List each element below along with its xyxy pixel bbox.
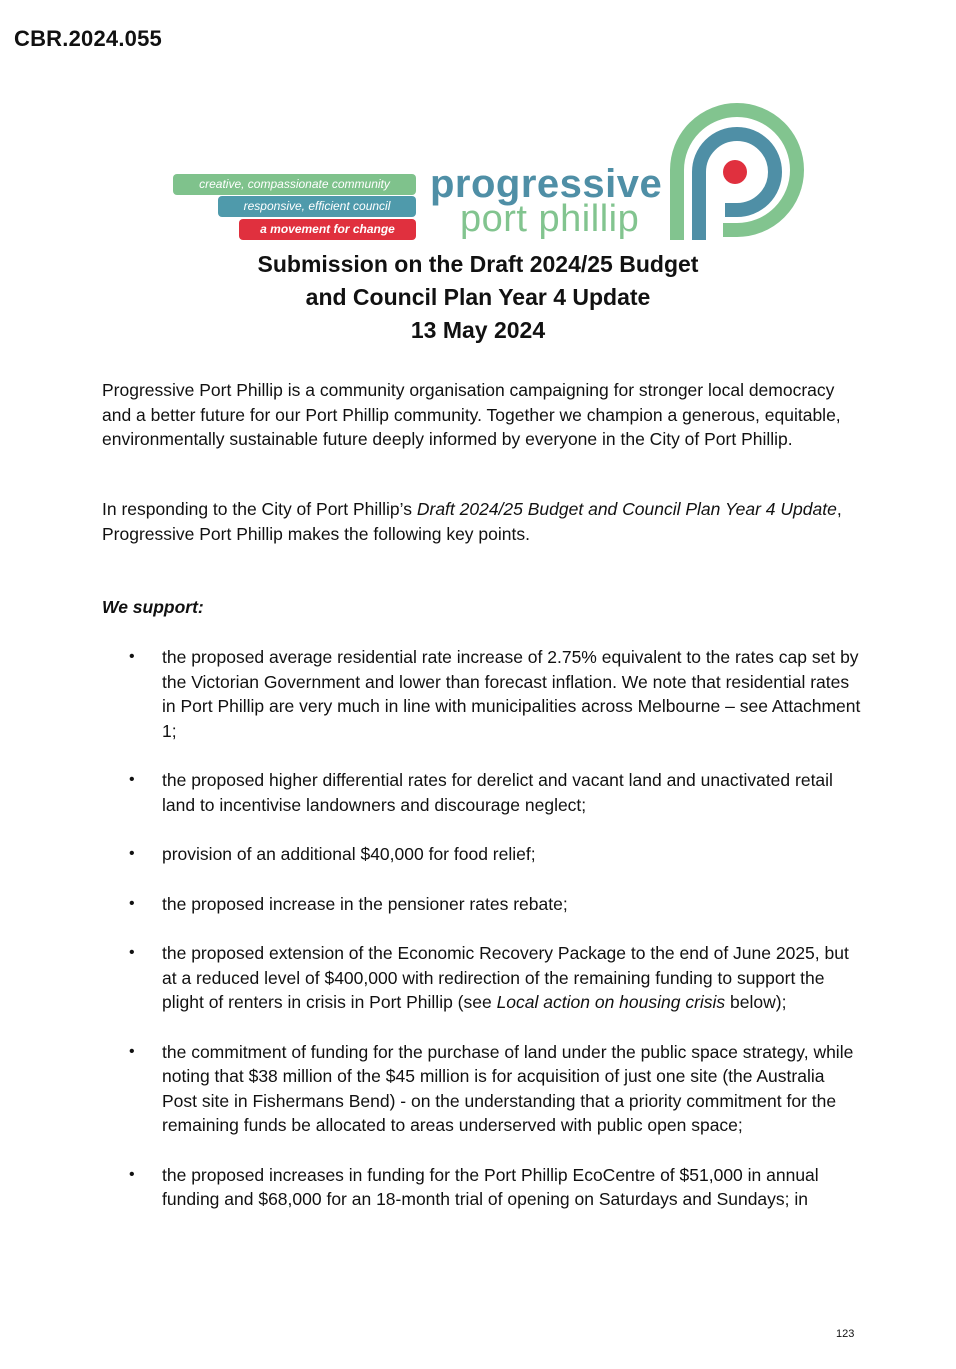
bullet-icon: • xyxy=(129,771,135,788)
bullet-icon: • xyxy=(129,845,135,862)
response-text-b: , Progressive Port Phillip makes the following key points. xyxy=(102,499,842,544)
support-heading: We support: xyxy=(102,597,204,617)
bullet-icon: • xyxy=(129,1165,135,1183)
logo-tagline-1: creative, compassionate community xyxy=(173,174,416,195)
document-title xyxy=(0,248,956,347)
list-item-text: the proposed increase in the pensioner rates rebate; xyxy=(162,893,568,914)
response-text-a: In responding to the City of Port Phillip’s xyxy=(102,499,417,519)
bullet-icon: • xyxy=(129,944,135,961)
logo-p-mark-icon xyxy=(665,100,815,245)
progressive-port-phillip-logo xyxy=(170,100,815,245)
bullet-icon: • xyxy=(129,1042,135,1060)
list-item-text: provision of an additional $40,000 for food relief; xyxy=(162,844,536,864)
response-paragraph xyxy=(102,497,862,546)
page-number: 123 xyxy=(836,1328,855,1340)
support-list xyxy=(102,645,862,1237)
list-item xyxy=(102,941,862,1015)
list-item-text: the proposed increases in funding for the Port Phillip EcoCentre of $51,000 in annual funding and $68,000 for an 18-month trial of opening on Saturdays and Sundays; in xyxy=(162,1164,819,1209)
intro-paragraph: Progressive Port Phillip is a community organisation campaigning for stronger local democracy and a better future for our Port Phillip community. Together we champion a generous, equitable, environmentally sustainable future deeply informed by everyone in the City of Port Phillip. xyxy=(102,380,841,449)
list-item xyxy=(102,768,862,817)
bullet-icon: • xyxy=(129,894,135,912)
list-item-text: the proposed higher differential rates for derelict and vacant land and unactivated retail land to incentivise landowners and discourage neglect; xyxy=(162,770,833,815)
title-line-2: and Council Plan Year 4 Update xyxy=(305,284,651,310)
list-item-text: the proposed average residential rate increase of 2.75% equivalent to the rates cap set by the Victorian Government and lower than forecast inflation. We note that residential rates in Port Phillip are very much in line with municipalities across Melbourne – see Attachment 1; xyxy=(162,647,861,741)
title-line-1: Submission on the Draft 2024/25 Budget xyxy=(257,251,699,277)
document-reference: CBR.2024.055 xyxy=(14,26,162,51)
logo-word-port-phillip: port phillip xyxy=(460,198,640,240)
logo-tagline-3: a movement for change xyxy=(239,219,416,240)
list-item xyxy=(102,1163,862,1212)
list-item xyxy=(102,1040,862,1138)
title-date: 13 May 2024 xyxy=(410,317,546,343)
list-item-text-end: below); xyxy=(725,992,787,1012)
logo-tagline-2: responsive, efficient council xyxy=(218,196,416,217)
list-item-italic-text: Local action on housing crisis xyxy=(496,992,726,1012)
response-document-name: Draft 2024/25 Budget and Council Plan Year 4 Update xyxy=(416,499,837,519)
list-item-text: the proposed extension of the Economic Recovery Package to the end of June 2025, but at a reduced level of $400,000 with redirection of the remaining funding to support the plight of renters in crisis in Port Phillip (see xyxy=(162,943,849,1012)
list-item xyxy=(102,892,862,917)
list-item-text: the commitment of funding for the purchase of land under the public space strategy, while noting that $38 million of the $45 million is for acquisition of just one site (the Australia Post site in Fishermans Bend) - on the understanding that a priority commitment for the remaining funds be allocated to areas underserved with public open space; xyxy=(162,1041,854,1135)
bullet-icon: • xyxy=(129,648,135,665)
list-item xyxy=(102,645,862,743)
logo-word-progressive: progressive xyxy=(430,162,663,206)
list-item xyxy=(102,842,862,867)
